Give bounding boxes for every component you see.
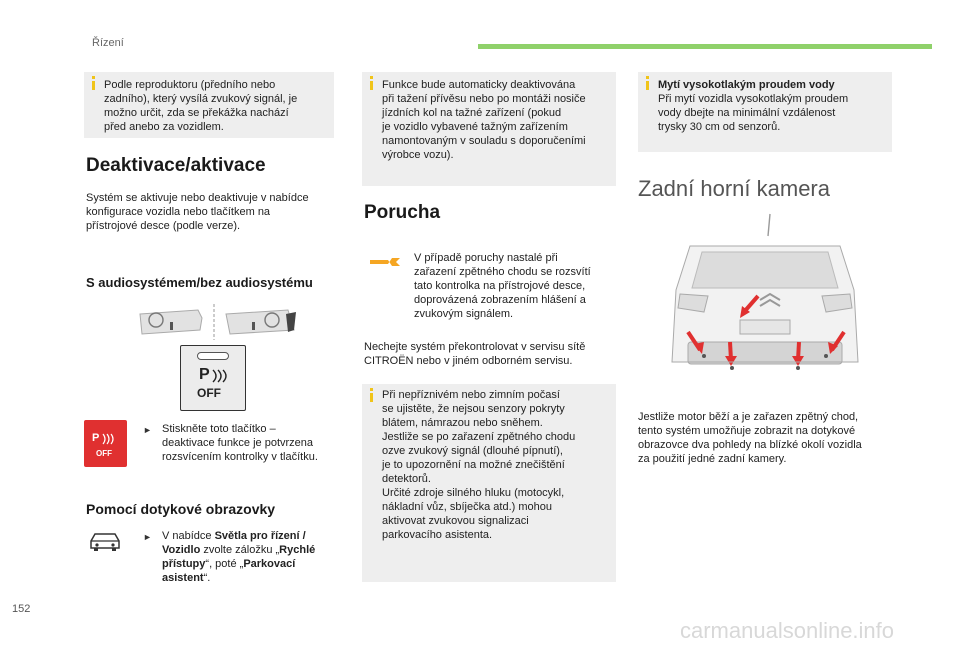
sound-wave-icon: [211, 368, 229, 384]
info-note-washing: Mytí vysokotlakým proudem vody Při mytí vozidla vysokotlakým proudem vody dbejte na minimální vzdálenost trysky 30 cm od senzorů.: [638, 72, 892, 152]
heading-audio-system: S audiosystémem/bez audiosystému: [86, 275, 313, 290]
car-icon: [88, 531, 122, 551]
off-label: OFF: [197, 386, 221, 400]
info-note-speaker: [84, 72, 334, 138]
park-sensor-icon: P: [199, 366, 210, 383]
heading-fault: Porucha: [364, 202, 441, 223]
section-title: Řízení: [92, 37, 124, 49]
service-text: Nechejte systém překontrolovat v servisu sítě CITROËN nebo v jiném odborném servisu.: [364, 341, 586, 367]
info-note-weather: Při nepříznivém nebo zimním počasí se ujistěte, že nejsou senzory pokryty blátem, námrazou nebo sněhem. Jestliže se po zařazení zpětného chodu ozve zvukový signál (dlouhé pípnutí), je to upozornění na možné znečištění detektorů. Určité zdroje silného hluku (motocykl, nákladní vůz, sbíječka atd.) mohou aktivovat zvukovou signalizaci parkovacího asistenta.: [362, 384, 616, 582]
info-icon: [370, 76, 373, 79]
bullet-icon: ►: [143, 532, 152, 542]
note-line: zadního), který vysílá zvukový signál, je: [104, 93, 298, 105]
indicator-light: [197, 352, 229, 360]
step-press-button: Stiskněte toto tlačítko – deaktivace funkce je potvrzena rozsvícením kontrolky v tlačítku.: [162, 423, 318, 463]
fault-text: V případě poruchy nastalé při zařazení zpětného chodu se rozsvítí tato kontrolka na přístrojové desce, doprovázená zobrazením hlášení a zvukovým signálem.: [414, 252, 591, 320]
park-assist-off-button-illustration: [180, 345, 246, 411]
info-icon: [646, 76, 649, 79]
park-assist-off-warning-icon: P OFF: [84, 420, 127, 467]
bullet-icon: ►: [143, 425, 152, 435]
section-accent-bar: [478, 44, 932, 49]
deactivation-text: Systém se aktivuje nebo deaktivuje v nabídce konfigurace vozidla nebo tlačítkem na přístrojové desce (podle verze).: [86, 192, 309, 232]
info-note-trailer: Funkce bude automaticky deaktivována při tažení přívěsu nebo po montáži nosiče jízdních kol na tažné zařízení (pokud je vozidlo vybavené tažným zařízením namontovaným v souladu s doporučeními výrobce vozu).: [362, 72, 616, 186]
heading-touchscreen: Pomocí dotykové obrazovky: [86, 501, 276, 517]
heading-deactivation: Deaktivace/aktivace: [86, 155, 266, 176]
note-line: před anebo za vozidlem.: [104, 121, 224, 133]
heading-rear-camera: Zadní horní kamera: [638, 176, 830, 201]
page-number: 152: [12, 603, 31, 615]
camera-text: Jestliže motor běží a je zařazen zpětný chod, tento systém umožňuje zobrazit na dotykové obrazovce dva pohledy na blízké okolí vozidla za použití jedné zadní kamery.: [638, 411, 862, 465]
note-line: možno určit, zda se překážka nachází: [104, 107, 289, 119]
note-line: Podle reproduktoru (předního nebo: [104, 79, 276, 91]
watermark: carmanualsonline.info: [680, 618, 895, 643]
dashboard-illustration: [138, 300, 298, 342]
wrench-warning-icon: [368, 252, 404, 272]
info-icon: [92, 76, 95, 79]
car-rear-illustration: [668, 212, 862, 382]
step-touchscreen: V nabídce Světla pro řízení / Vozidlo zvolte záložku „Rychlé přístupy“, poté „Parkovací asistent“.: [162, 530, 316, 584]
info-icon: [370, 388, 373, 391]
